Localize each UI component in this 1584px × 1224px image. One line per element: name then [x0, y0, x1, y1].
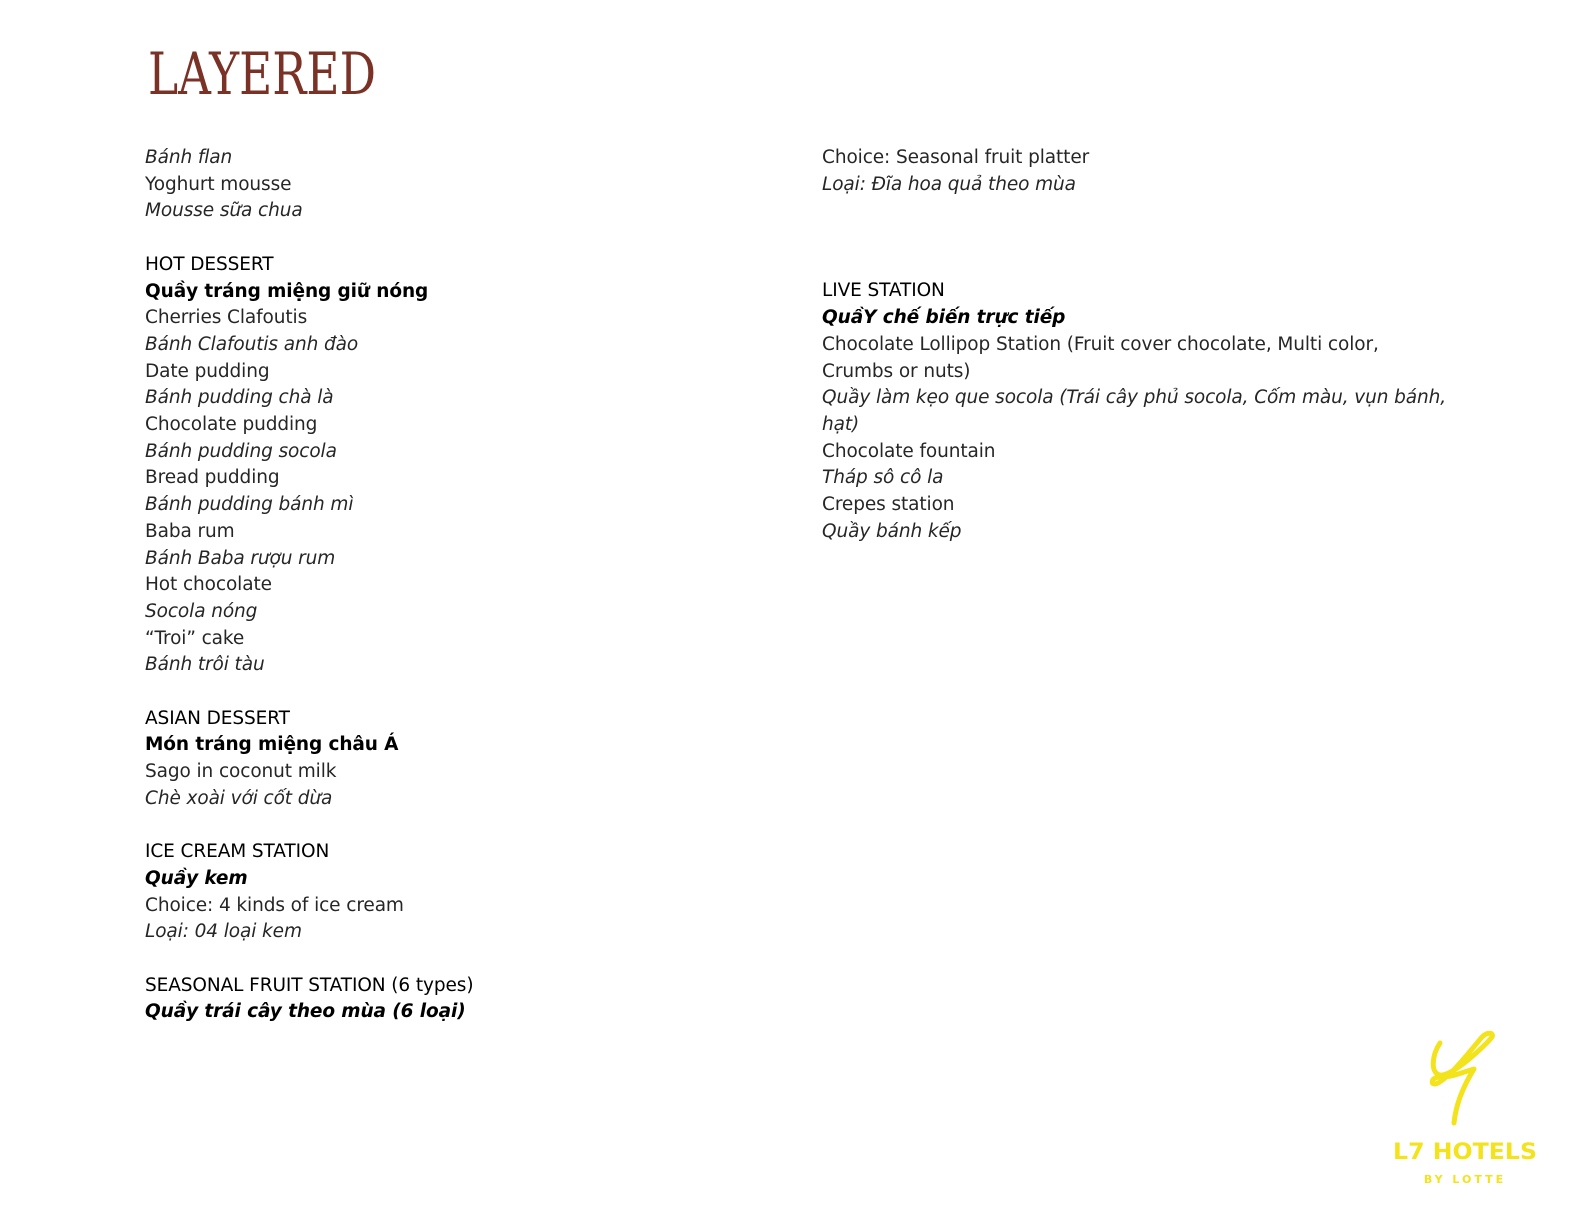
menu-item-en: Yoghurt mousse [145, 173, 292, 195]
menu-item-en: Hot chocolate [145, 574, 272, 596]
right-column [822, 145, 1452, 546]
menu-item-vi: Bánh trôi tàu [145, 654, 265, 676]
menu-item-en: “Troi” cake [145, 627, 245, 649]
section-title-live-station: LIVE STATION [822, 280, 945, 302]
menu-item-en: Sago in coconut milk [145, 761, 337, 783]
section-subtitle-asian-dessert: Món tráng miệng châu Á [145, 734, 399, 756]
menu-item-vi: Bánh Clafoutis anh đào [145, 333, 359, 355]
menu-item-vi: Socola nóng [145, 600, 258, 622]
menu-item-en: Crepes station [822, 494, 955, 516]
section-subtitle-seasonal-fruit: Quầy trái cây theo mùa (6 loại) [145, 1001, 466, 1023]
menu-item-vi: Chè xoài với cốt dừa [145, 787, 333, 809]
section-title-hot-dessert: HOT DESSERT [145, 253, 274, 275]
menu-item-en: Chocolate pudding [145, 414, 318, 436]
section-subtitle-hot-dessert: Quầy tráng miệng giữ nóng [145, 280, 429, 302]
menu-item-en: Chocolate Lollipop Station (Fruit cover chocolate, Multi color, Crumbs or nuts) [822, 333, 1379, 382]
l7-hotels-logo-line2: BY LOTTE [1423, 1173, 1507, 1186]
menu-item-en: Baba rum [145, 520, 235, 542]
menu-item-en: Choice: Seasonal fruit platter [822, 147, 1090, 168]
menu-item-vi: Bánh pudding socola [145, 440, 337, 462]
section-title-seasonal-fruit: SEASONAL FRUIT STATION (6 types) [145, 974, 474, 996]
menu-item-en: Cherries Clafoutis [145, 307, 308, 329]
menu-item-en: Chocolate fountain [822, 440, 996, 462]
l7-hotels-logo-line1: L7 HOTELS [1393, 1140, 1537, 1165]
menu-item-vi: Loại: 04 loại kem [145, 921, 302, 943]
l7-hotels-logo [1390, 1025, 1540, 1195]
menu-item-en: Choice: 4 kinds of ice cream [145, 894, 404, 916]
menu-item-vi: Quầy làm kẹo que socola (Trái cây phủ socola, Cốm màu, vụn bánh, hạt) [822, 387, 1447, 435]
menu-item-vi: Bánh Baba rượu rum [145, 547, 336, 569]
section-subtitle-ice-cream: Quầy kem [145, 867, 248, 889]
layered-logo-text: LAYERED [148, 40, 376, 108]
menu-item-vi: Bánh pudding bánh mì [145, 494, 354, 516]
menu-item-vi: Quầy bánh kếp [822, 520, 962, 542]
menu-item-vi: Loại: Đĩa hoa quả theo mùa [822, 173, 1076, 195]
section-subtitle-live-station: QuầY chế biến trực tiếp [822, 307, 1066, 329]
menu-item-vi: Bánh pudding chà là [145, 387, 334, 409]
menu-item-en: Date pudding [145, 360, 270, 382]
menu-item-en: Bread pudding [145, 467, 280, 489]
l7-script-mark-icon [1432, 1033, 1492, 1123]
menu-item-vi: Tháp sô cô la [822, 467, 944, 489]
layered-logo [148, 34, 388, 108]
menu-item-vi: Bánh flan [145, 147, 233, 168]
section-title-asian-dessert: ASIAN DESSERT [145, 707, 290, 729]
menu-item-vi: Mousse sữa chua [145, 200, 303, 222]
section-title-ice-cream: ICE CREAM STATION [145, 841, 330, 863]
left-column [145, 145, 745, 1026]
